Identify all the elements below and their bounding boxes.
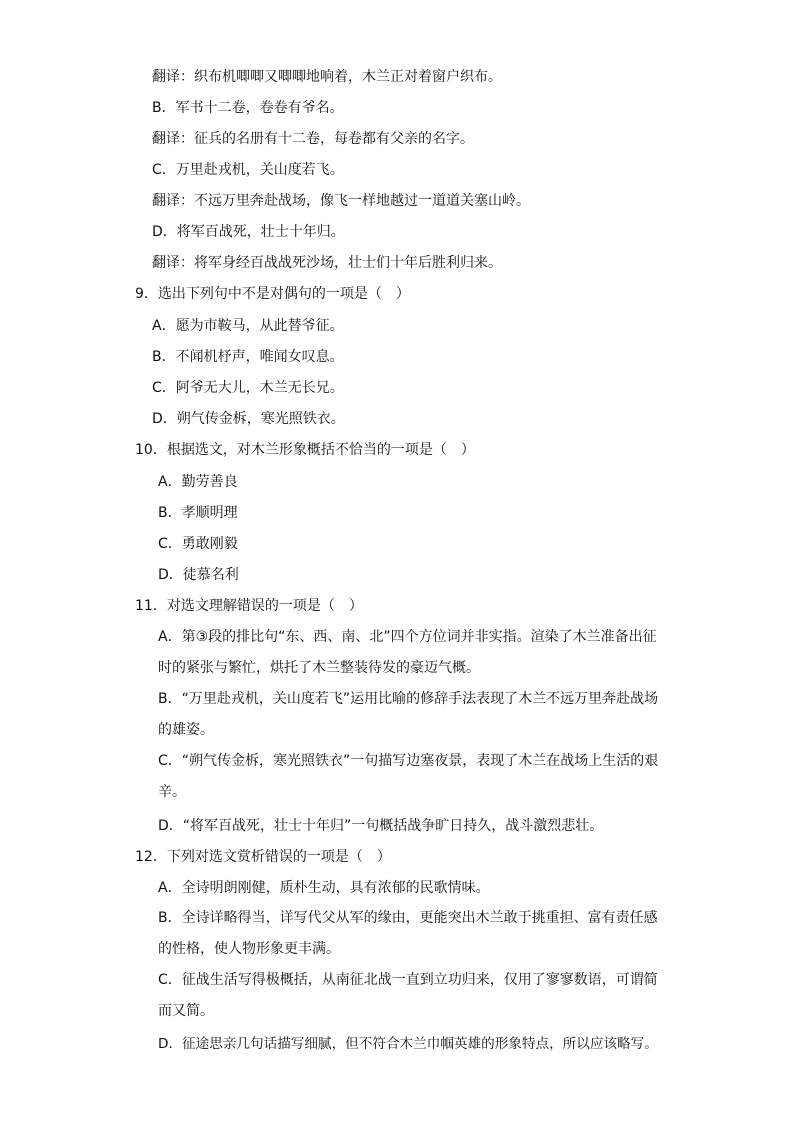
translation-a: 翻译：织布机唧唧又唧唧地响着，木兰正对着窗户织布。 [152,69,502,85]
question-9-option-a: A．愿为市鞍马，从此替爷征。 [152,318,344,334]
question-11-option-d: D．“将军百战死，壮士十年归”一句概括战争旷日持久，战斗激烈悲壮。 [158,818,604,834]
question-11-option-b: B．“万里赴戎机，关山度若飞”运用比喻的修辞手法表现了木兰不远万里奔赴战场的雄姿。 [158,691,659,738]
question-9-option-b: B．不闻机杼声，唯闻女叹息。 [152,349,344,365]
question-10-option-a: A．勤劳善良 [158,474,238,490]
question-12-option-d: D．征途思亲几句话描写细腻，但不符合木兰巾帼英雄的形象特点，所以应该略写。 [158,1036,658,1052]
question-12-option-b: B．全诗详略得当，详写代父从军的缘由，更能突出木兰敢于挑重担、富有责任感的性格，使人物形象更丰满。 [158,910,658,957]
question-9-option-d: D．朔气传金柝，寒光照铁衣。 [152,411,345,427]
question-10-stem: 10．根据选文，对木兰形象概括不恰当的一项是（ ） [135,442,475,458]
option-b-line: B．军书十二卷，卷卷有爷名。 [152,100,344,116]
question-11-stem: 11．对选文理解错误的一项是（ ） [135,598,363,614]
question-10-option-c: C．勇敢刚毅 [158,536,238,552]
question-12-option-a: A．全诗明朗刚健，质朴生动，具有浓郁的民歌情味。 [158,880,490,896]
question-12-stem: 12．下列对选文赏析错误的一项是（ ） [135,849,391,865]
question-9-option-c: C．阿爷无大儿，木兰无长兄。 [152,380,344,396]
question-10-option-b: B．孝顺明理 [158,505,238,521]
translation-d: 翻译：将军身经百战战死沙场，壮士们十年后胜利归来。 [152,255,502,271]
option-d-line: D．将军百战死，壮士十年归。 [152,224,345,240]
option-c-line: C．万里赴戎机，关山度若飞。 [152,162,344,178]
question-11-option-c: C．“朔气传金柝，寒光照铁衣”一句描写边塞夜景，表现了木兰在战场上生活的艰辛。 [158,753,659,800]
question-10-option-d: D．徒慕名利 [158,567,239,583]
question-9-stem: 9．选出下列句中不是对偶句的一项是（ ） [135,286,410,302]
question-12-option-c: C．征战生活写得极概括，从南征北战一直到立功归来，仅用了寥寥数语，可谓简而又简。 [158,972,658,1019]
translation-b: 翻译：征兵的名册有十二卷，每卷都有父亲的名字。 [152,131,474,147]
question-11-option-a: A．第③段的排比句“东、西、南、北”四个方位词并非实指。渲染了木兰准备出征时的紧张与繁忙，烘托了木兰整装待发的豪迈气概。 [158,629,657,676]
translation-c: 翻译：不远万里奔赴战场，像飞一样地越过一道道关塞山岭。 [152,193,530,209]
